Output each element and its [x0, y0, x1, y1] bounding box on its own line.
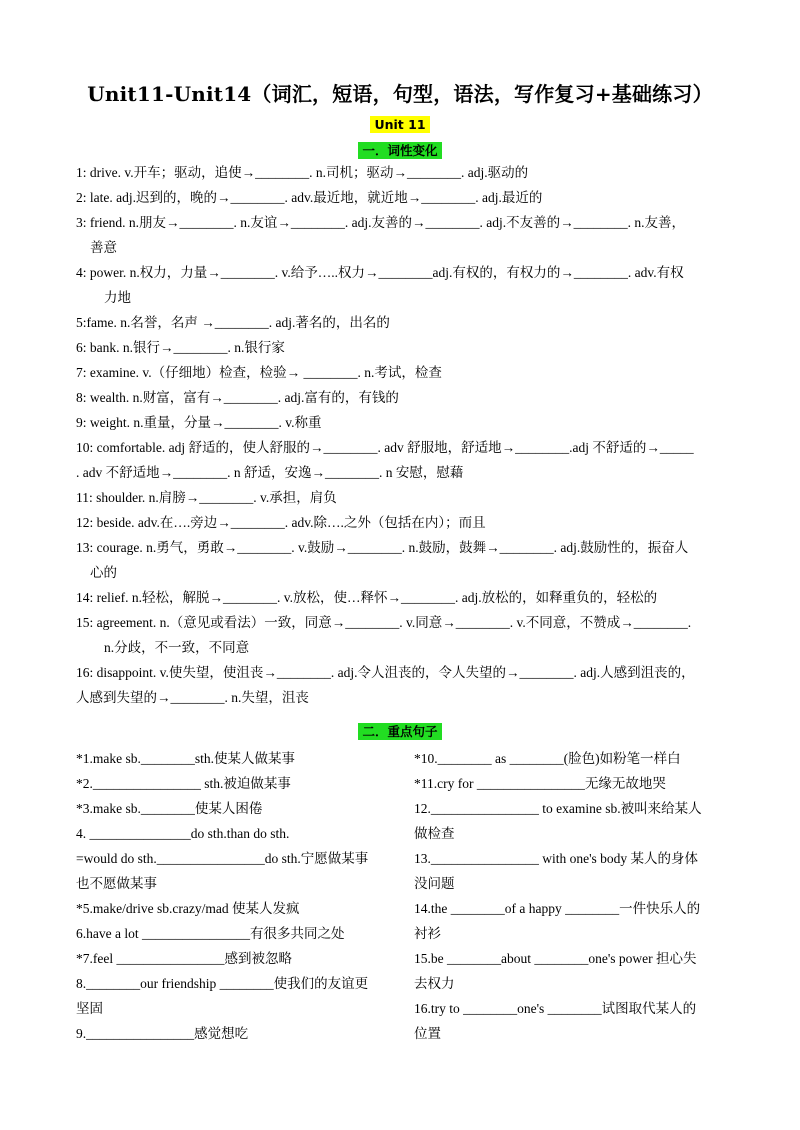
vocab-entry: [76, 360, 736, 385]
sentence-line: 8.________our friendship ________使我们的友谊更: [76, 976, 369, 991]
vocab-entry: [76, 510, 736, 535]
vocab-entry-line: 2: late. adj.迟到的，晚的→________. adv.最近地，就近地→________. adj.最近的: [76, 190, 543, 205]
sentence-line: 14.the ________of a happy ________一件快乐人的: [414, 901, 701, 916]
vocab-entry: [76, 435, 736, 485]
sentence-line: 15.be ________about ________one's power 担心失: [414, 951, 697, 966]
vocab-entry: [76, 210, 736, 260]
sentence-line: 13.________________ with one's body 某人的身体: [414, 851, 699, 866]
vocab-entry: [76, 585, 736, 610]
vocab-entry-continuation: 善意: [90, 240, 117, 255]
vocab-entry: [76, 410, 736, 435]
vocab-entry-line: 8: wealth. n.财富，富有→________. adj.富有的，有钱的: [76, 390, 399, 405]
vocab-entry: [76, 610, 736, 660]
vocab-entry-continuation: n.分歧，不一致，不同意: [104, 640, 250, 655]
sentence-line: 6.have a lot ________________有很多共同之处: [76, 926, 345, 941]
vocab-entry-continuation: . adv 不舒适地→________. n 舒适，安逸→________. n 安慰，慰藉: [76, 465, 464, 480]
sentence-line: 9.________________感觉想吃: [76, 1026, 249, 1041]
section-vocab-heading: [0, 141, 800, 160]
sentence-line: *1.make sb.________sth.使某人做某事: [76, 751, 295, 766]
sentence-line: *10.________ as ________(脸色)如粉笔一样白: [414, 751, 681, 766]
sentence-line: 4. _______________do sth.than do sth.: [76, 826, 290, 841]
sentence-line: 12.________________ to examine sb.被叫来给某人: [414, 801, 702, 816]
vocab-entry-line: 16: disappoint. v.使失望，使沮丧→________. adj.令人沮丧的，令人失望的→________. adj.人感到沮丧的，: [76, 665, 695, 680]
vocab-entry-line: 12: beside. adv.在….旁边→________. adv.除….之外（包括在内）；而且: [76, 515, 486, 530]
vocab-list: [76, 160, 736, 710]
vocab-entry-continuation: 心的: [90, 565, 117, 580]
sentences-right-column: [414, 746, 744, 1046]
vocab-entry-line: 9: weight. n.重量，分量→________. v.称重: [76, 415, 322, 430]
unit-label-text: Unit 11: [370, 116, 429, 133]
vocab-entry-continuation: 人感到失望的→________. n.失望，沮丧: [76, 690, 309, 705]
vocab-entry-line: 5:fame. n.名誉，名声 →________. adj.著名的，出名的: [76, 315, 390, 330]
vocab-entry-line: 1: drive. v.开车；驱动，追使→________. n.司机；驱动→________. adj.驱动的: [76, 165, 529, 180]
sentence-line: 做检查: [414, 826, 455, 841]
sentence-line: 去权力: [414, 976, 455, 991]
sentence-line: 16.try to ________one's ________试图取代某人的: [414, 1001, 697, 1016]
vocab-entry-line: 7: examine. v.（仔细地）检查，检验→ ________. n.考试，检查: [76, 365, 442, 380]
sentence-line: *3.make sb.________使某人困倦: [76, 801, 263, 816]
vocab-entry-line: 10: comfortable. adj 舒适的，使人舒服的→________. adv 舒服地，舒适地→________.adj 不舒适的→_____: [76, 440, 694, 455]
vocab-entry: [76, 160, 736, 185]
vocab-entry-line: 13: courage. n.勇气，勇敢→________. v.鼓励→________. n.鼓励，鼓舞→________. adj.鼓励性的，振奋人: [76, 540, 689, 555]
sentence-line: *11.cry for ________________无缘无故地哭: [414, 776, 666, 791]
vocab-entry-line: 3: friend. n.朋友→________. n.友谊→________. adj.友善的→________. adj.不友善的→________. n.友善，: [76, 215, 685, 230]
vocab-entry: [76, 485, 736, 510]
vocab-entry: [76, 260, 736, 310]
vocab-entry-line: 14: relief. n.轻松，解脱→________. v.放松，使…释怀→________. adj.放松的，如释重负的，轻松的: [76, 590, 658, 605]
sentence-line: 坚固: [76, 1001, 103, 1016]
vocab-entry: [76, 385, 736, 410]
sentence-line: =would do sth.________________do sth.宁愿做某事: [76, 851, 369, 866]
vocab-entry: [76, 660, 736, 710]
section-sentences-heading: [0, 722, 800, 741]
sentence-line: *2.________________ sth.被迫做某事: [76, 776, 291, 791]
sentence-line: *5.make/drive sb.crazy/mad 使某人发疯: [76, 901, 300, 916]
sentences-left-column: [76, 746, 396, 1046]
vocab-entry-line: 4: power. n.权力，力量→________. v.给予…..权力→________adj.有权的，有权力的→________. adv.有权: [76, 265, 684, 280]
vocab-entry: [76, 535, 736, 585]
sentence-line: 也不愿做某事: [76, 876, 157, 891]
sentence-line: *7.feel ________________感到被忽略: [76, 951, 292, 966]
page-title: Unit11-Unit14（词汇，短语，句型，语法，写作复习+基础练习）: [87, 82, 713, 106]
vocab-entry-line: 6: bank. n.银行→________. n.银行家: [76, 340, 285, 355]
unit-label: [0, 116, 800, 134]
sentence-line: 没问题: [414, 876, 455, 891]
vocab-entry: [76, 335, 736, 360]
section-vocab-heading-text: 一．词性变化: [358, 142, 441, 159]
sentence-line: 位置: [414, 1026, 441, 1041]
vocab-entry-line: 11: shoulder. n.肩膀→________. v.承担，肩负: [76, 490, 337, 505]
vocab-entry-continuation: 力地: [104, 290, 131, 305]
section-sentences-heading-text: 二．重点句子: [358, 723, 441, 740]
vocab-entry: [76, 185, 736, 210]
sentence-line: 衬衫: [414, 926, 441, 941]
vocab-entry: [76, 310, 736, 335]
vocab-entry-line: 15: agreement. n.（意见或看法）一致，同意→________. v.同意→________. v.不同意，不赞成→________.: [76, 615, 692, 630]
